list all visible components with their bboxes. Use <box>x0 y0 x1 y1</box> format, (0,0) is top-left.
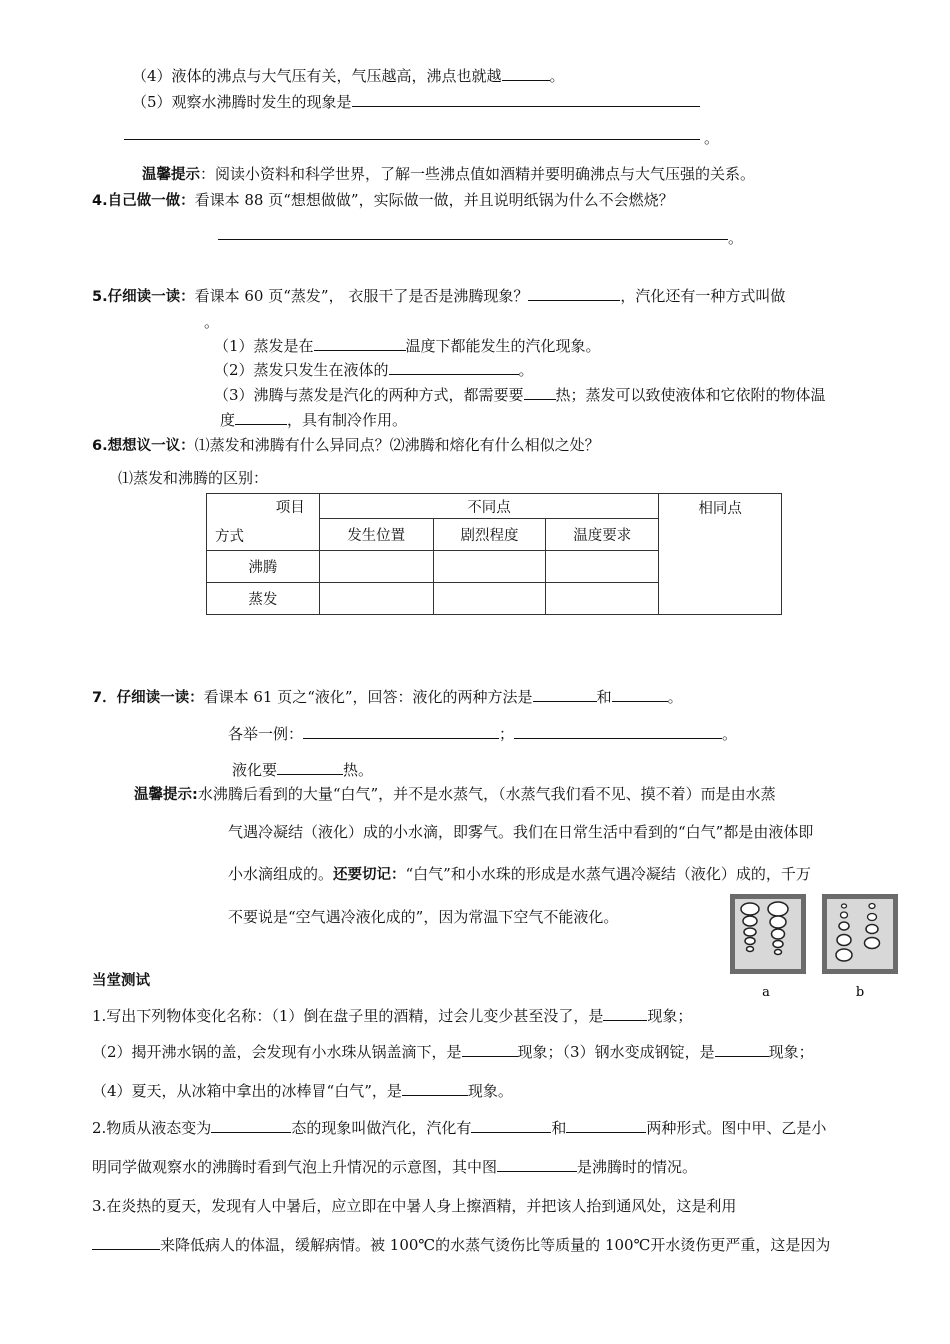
test-q3-line1: 3.在炎热的夏天，发现有人中暑后，应立即在中暑人身上擦酒精，并把该人抬到通风处，这是利用 <box>92 1197 737 1215</box>
figure-label-a: a <box>762 985 770 1000</box>
table-col-header: 剧烈程度 <box>433 519 546 551</box>
table-col-header: 温度要求 <box>546 519 659 551</box>
beaker-b-icon <box>822 894 898 974</box>
answer-blank[interactable] <box>314 336 406 351</box>
table-col-header: 发生位置 <box>319 519 433 551</box>
table-answer-cell[interactable] <box>319 583 433 615</box>
test-q2-line1: 2.物质从液态变为 态的现象叫做汽化，汽化有 和 两种形式。图中甲、乙是小 <box>92 1119 827 1137</box>
answer-blank[interactable] <box>471 1118 551 1133</box>
test-q2-line2: 明同学做观察水的沸腾时看到气泡上升情况的示意图，其中图 是沸腾时的情况。 <box>92 1158 698 1176</box>
table-row-header: 沸腾 <box>207 551 320 583</box>
q3-item5: （5）观察水沸腾时发生的现象是 <box>132 92 700 112</box>
q7-tip-line4: 不要说是“空气遇冷液化成的”，因为常温下空气不能液化。 <box>228 908 619 926</box>
answer-blank[interactable] <box>211 1118 291 1133</box>
q3-item4: （4）液体的沸点与大气压有关，气压越高，沸点也就越 。 <box>132 67 565 85</box>
answer-line[interactable] <box>218 239 728 240</box>
answer-blank[interactable] <box>352 92 700 107</box>
answer-blank[interactable] <box>715 1042 769 1057</box>
period: 。 <box>204 313 220 331</box>
bubble-figure <box>726 890 908 1002</box>
period: 。 <box>704 129 720 147</box>
q7-tip-line3: 小水滴组成的。还要切记：“白气”和小水珠的形成是水蒸气遇冷凝结（液化）成的，千万 <box>228 865 811 883</box>
period: 。 <box>728 229 744 247</box>
table-header-diff: 不同点 <box>319 494 658 519</box>
test-q1-line2: （2）揭开沸水锅的盖，会发现有小水珠从锅盖滴下，是 现象；（3）钢水变成钢锭，是 现象； <box>92 1043 814 1061</box>
q5-item3: （3）沸腾与蒸发是汽化的两种方式，都需要要 热；蒸发可以致使液体和它依附的物体温 <box>214 386 826 404</box>
answer-blank[interactable] <box>502 66 550 81</box>
table-answer-cell[interactable] <box>319 551 433 583</box>
q7-tip-line1: 温馨提示:水沸腾后看到的大量“白气”，并不是水蒸气，（水蒸气我们看不见、摸不着）而是由水蒸 <box>134 785 776 803</box>
test-q1-line3: （4）夏天，从冰箱中拿出的冰棒冒“白气”，是 现象。 <box>92 1082 513 1100</box>
table-header-same: 相同点 <box>659 494 782 615</box>
table-answer-cell[interactable] <box>546 583 659 615</box>
answer-line[interactable] <box>124 139 700 140</box>
answer-blank[interactable] <box>235 410 287 425</box>
q7-examples: 各举一例： ； 。 <box>228 725 738 743</box>
test-q1-line1: 1.写出下列物体变化名称：（1）倒在盘子里的酒精，过会儿变少甚至没了，是 现象； <box>92 1007 693 1025</box>
q5-item3-cont: 度 ，具有制冷作用。 <box>220 411 408 429</box>
test-q3-line2: 来降低病人的体温，缓解病情。被 100℃的水蒸气烫伤比等质量的 100℃开水烫伤更严重，这是因为 <box>92 1235 830 1255</box>
answer-blank[interactable] <box>277 760 343 775</box>
q7-tip-line2: 气遇冷凝结（液化）成的小水滴，即雾气。我们在日常生活中看到的“白气”都是由液体即 <box>228 823 814 841</box>
test-heading: 当堂测试 <box>92 973 150 989</box>
answer-blank[interactable] <box>303 724 499 739</box>
answer-blank[interactable] <box>389 360 519 375</box>
table-corner-cell: 项目 方式 <box>207 494 320 551</box>
q5-item2: （2）蒸发只发生在液体的 。 <box>214 361 534 379</box>
q7-question: 7．仔细读一读：看课本 61 页之“液化”，回答：液化的两种方法是 和 。 <box>92 688 683 706</box>
q6-question: 6.想想议一议：⑴蒸发和沸腾有什么异同点？⑵沸腾和熔化有什么相似之处？ <box>92 436 600 454</box>
answer-blank[interactable] <box>566 1118 646 1133</box>
table-answer-cell[interactable] <box>546 551 659 583</box>
q7-heat: 液化要 热。 <box>232 761 374 779</box>
q5-question: 5.仔细读一读：看课本 60 页“蒸发”， 衣服干了是否是沸腾现象？ ，汽化还有一种方式叫做 <box>92 287 786 305</box>
table-answer-cell[interactable] <box>433 551 546 583</box>
figure-label-b: b <box>855 985 865 1000</box>
answer-blank[interactable] <box>92 1235 160 1250</box>
answer-blank[interactable] <box>462 1042 518 1057</box>
q6-subheading: ⑴蒸发和沸腾的区别： <box>118 469 269 487</box>
q3-tip: 温馨提示：阅读小资料和科学世界，了解一些沸点值如酒精并要明确沸点与大气压强的关系。 <box>142 165 756 183</box>
answer-blank[interactable] <box>533 687 597 702</box>
comparison-table <box>206 493 782 615</box>
table-row-header: 蒸发 <box>207 583 320 615</box>
answer-blank[interactable] <box>514 724 722 739</box>
q4-question: 4.自己做一做：看课本 88 页“想想做做”，实际做一做，并且说明纸锅为什么不会燃烧？ <box>92 191 674 209</box>
answer-blank[interactable] <box>524 385 556 400</box>
answer-blank[interactable] <box>612 687 668 702</box>
q5-item1: （1）蒸发是在 温度下都能发生的汽化现象。 <box>214 337 601 355</box>
table-answer-cell[interactable] <box>433 583 546 615</box>
answer-blank[interactable] <box>497 1157 577 1172</box>
answer-blank[interactable] <box>603 1006 647 1021</box>
answer-blank[interactable] <box>402 1081 468 1096</box>
answer-blank[interactable] <box>528 286 620 301</box>
beaker-a-icon <box>730 894 806 974</box>
